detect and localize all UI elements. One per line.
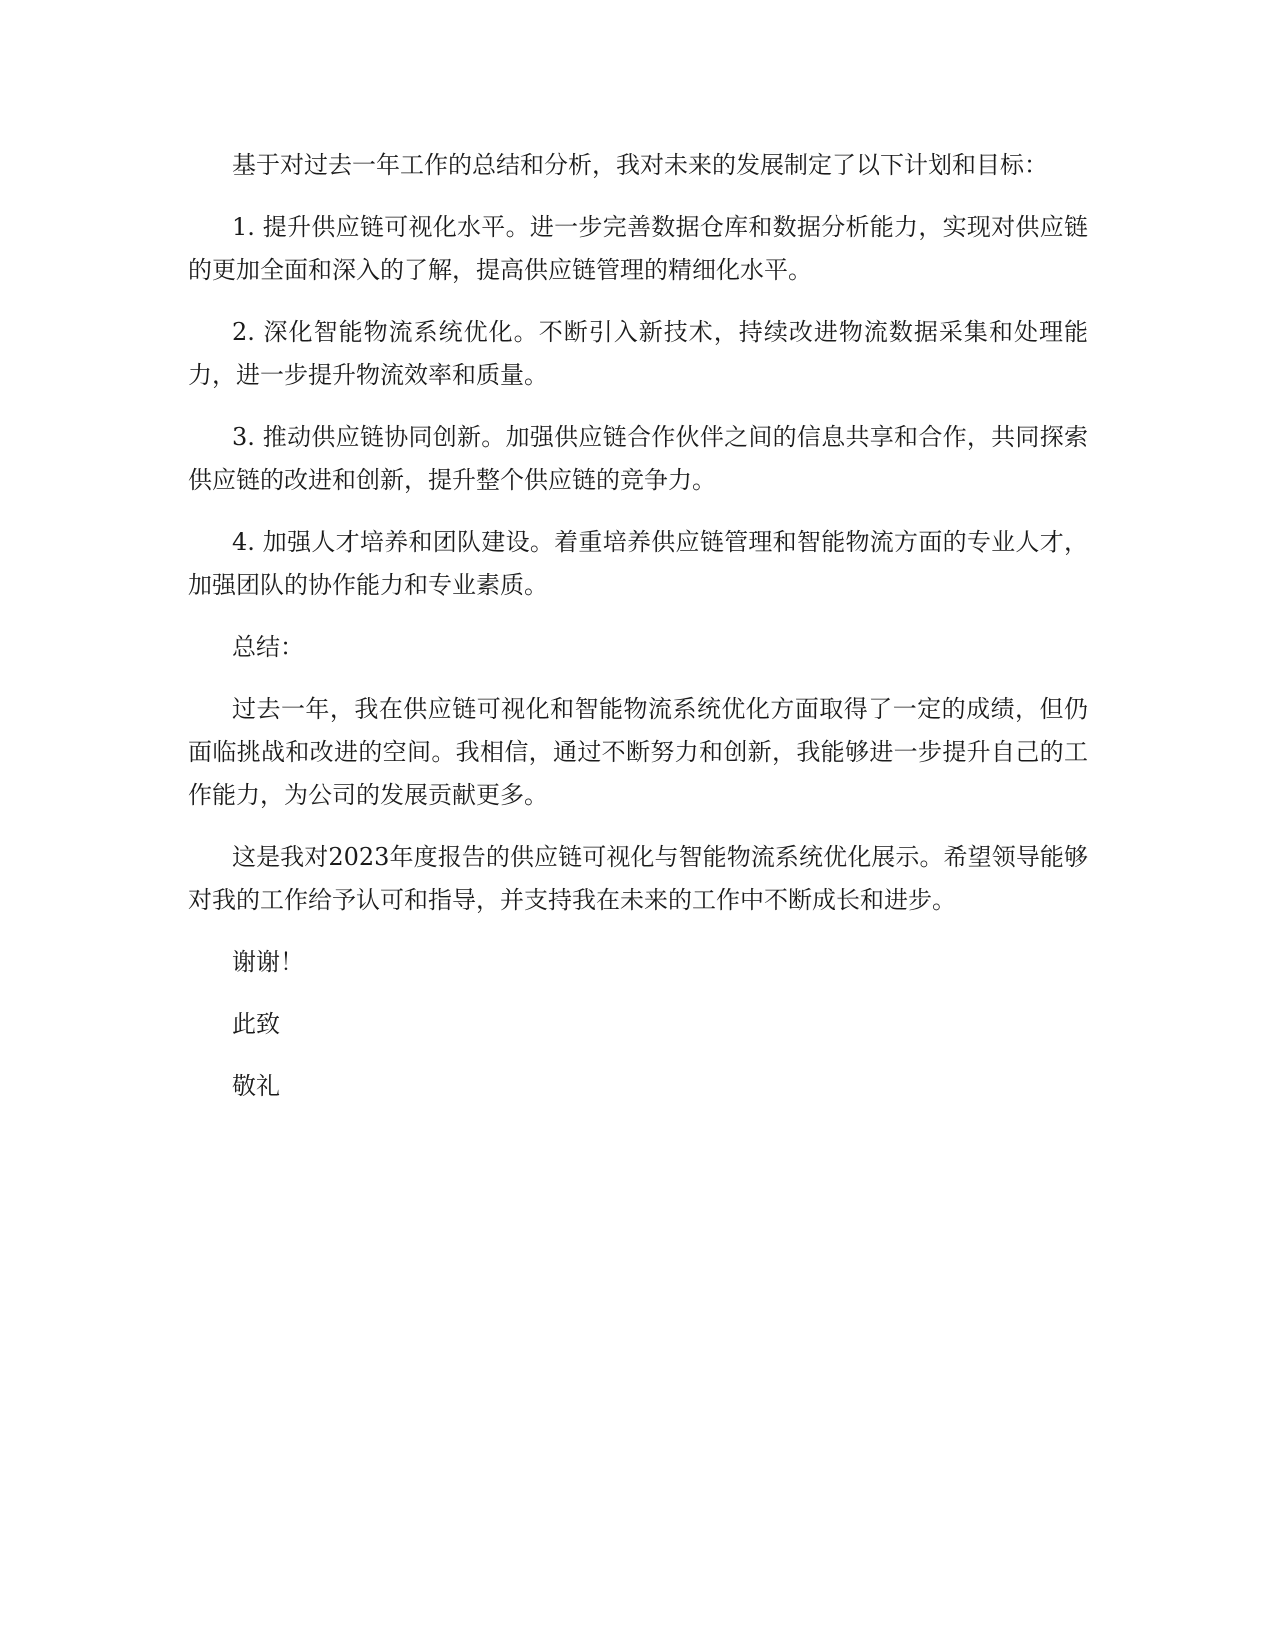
- summary-paragraph: 过去一年，我在供应链可视化和智能物流系统优化方面取得了一定的成绩，但仍面临挑战和改进的空间。我相信，通过不断努力和创新，我能够进一步提升自己的工作能力，为公司的发展贡献更多。: [188, 695, 1088, 809]
- document-body: [188, 144, 1088, 1127]
- plan-item-3: 3. 推动供应链协同创新。加强供应链合作伙伴之间的信息共享和合作，共同探索供应链的改进和创新，提升整个供应链的竞争力。: [188, 423, 1088, 494]
- closing-paragraph: 这是我对2023年度报告的供应链可视化与智能物流系统优化展示。希望领导能够对我的工作给予认可和指导，并支持我在未来的工作中不断成长和进步。: [188, 843, 1088, 914]
- plan-item-2: 2. 深化智能物流系统优化。不断引入新技术，持续改进物流数据采集和处理能力，进一步提升物流效率和质量。: [188, 318, 1088, 389]
- plan-item-1: 1. 提升供应链可视化水平。进一步完善数据仓库和数据分析能力，实现对供应链的更加全面和深入的了解，提高供应链管理的精细化水平。: [188, 213, 1088, 284]
- summary-heading: 总结：: [232, 633, 304, 661]
- regards-line: 敬礼: [232, 1072, 280, 1100]
- salutation-line: 此致: [232, 1010, 280, 1038]
- thanks-line: 谢谢！: [232, 948, 304, 976]
- plan-item-4: 4. 加强人才培养和团队建设。着重培养供应链管理和智能物流方面的专业人才，加强团队的协作能力和专业素质。: [188, 528, 1088, 599]
- intro-paragraph: 基于对过去一年工作的总结和分析，我对未来的发展制定了以下计划和目标：: [232, 151, 1048, 179]
